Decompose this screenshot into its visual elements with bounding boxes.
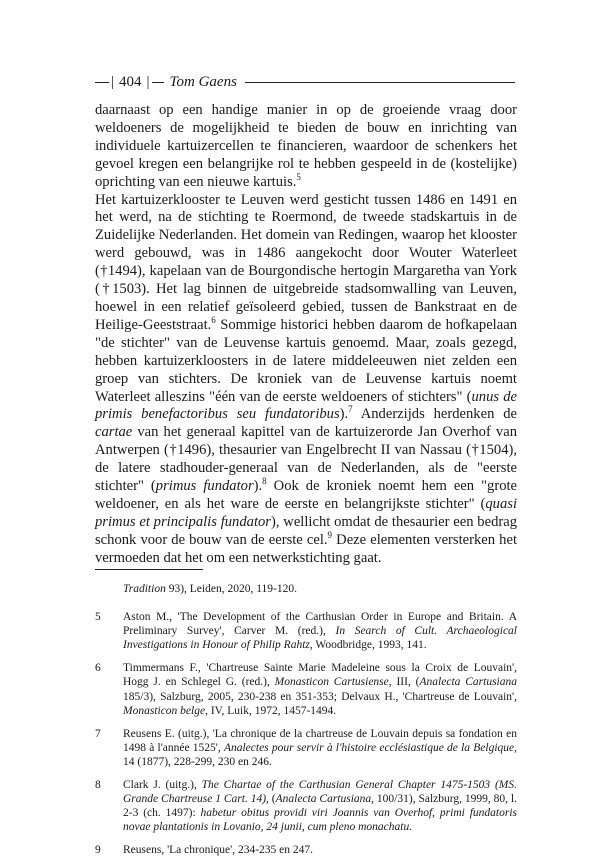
footnote-divider [95, 569, 203, 570]
header-rule-right [245, 82, 515, 83]
footnote-7 [95, 727, 517, 769]
header-separator: | [111, 73, 115, 90]
header-rule-left [95, 82, 109, 83]
footnote-9 [95, 843, 517, 857]
footnote-number: 9 [95, 844, 101, 857]
header-separator: | [146, 73, 150, 90]
footnote-text: Reusens, 'La chronique', 234-235 en 247. [123, 844, 314, 857]
text-run: 93), Leiden, 2020, 119-120. [165, 583, 297, 595]
text-run: ), wellicht omdat de thesaurier een bedrag schonk voor de bouw van de eerste cel. [95, 513, 517, 548]
text-run: Sommige historici hebben daarom de hofkapelaan "de stichter" van de Leuvense kartuis genoemd. Maar, zoals gezegd, hebben kartuizerkloosters in de latere middeleeuwen niet zelden een groep van stichters. De kroniek van de Leuvense kartuis noemt Waterleet alleszins "één van de eerste weldoeners of stichters" ( [95, 316, 517, 405]
footnote-6 [95, 661, 517, 717]
text-run: ). [339, 406, 349, 423]
footnote-continuation [95, 582, 517, 596]
page-number: 404 [119, 73, 142, 90]
text-run: Het kartuizerklooster te Leuven werd gesticht tussen 1486 en 1491 en het werd, na de stichting te Roermond, de tweede stadskartuis in de Zuidelijke Nederlanden. Het domein van Redingen, waarop het klooster werd gebouwd, was in 1486 aangekocht door Wouter Waterleet (†1494), kapelaan van de Bourgondische hertogin Margaretha van York (†1503). Het lag binnen de uitgebreide stadsomwalling van Leuven, hoewel in een relatief geïsoleerd gebied, tussen de Bankstraat en de Heilige-Geeststraat. [95, 191, 517, 333]
footnote-ref[interactable]: 9 [327, 529, 333, 540]
text-run: daarnaast op een handige manier in op de groeiende vraag door weldoeners de mogelijkheid te bieden de bouw en inrichting van individuele kartuizercellen te financieren, waardoor de schenkers het gevoel kregen een belangrijke rol te hebben gespeeld in de (kostelijke) oprichting van een nieuwe kartuis. [95, 102, 517, 190]
footnote-text: Timmermans F., 'Chartreuse Sainte Marie Madeleine sous la Croix de Louvain', Hogg J. en Schlegel G. (red.), Monasticon Cartusiense, III, (Analecta Cartusiana 185/3), Salzburg, 2005, 230-238 en 351-353; Delvaux H., 'Chartreuse de Louvain', Monasticon belge, IV, Luik, 1972, 1457-1494. [123, 662, 517, 717]
footnote-ref[interactable]: 8 [262, 476, 267, 487]
text-run: ). [253, 478, 263, 495]
paragraph [95, 192, 517, 568]
text-run: Tradition [123, 583, 166, 595]
footnote-number: 7 [95, 727, 101, 740]
footnote-number: 5 [95, 611, 101, 624]
footnote-text: Reusens E. (uitg.), 'La chronique de la chartreuse de Louvain depuis sa fondation en 1498 à l'année 1525', Analectes pour servir à l'histoire ecclésiastique de la Belgique, 14 (1877), 228-299, 230 en 246. [123, 727, 517, 768]
footnote-ref[interactable]: 6 [211, 314, 216, 325]
footnote-text: Aston M., 'The Development of the Carthusian Order in Europe and Britain. A Preliminary Survey', Carver M. (red.), In Search of Cult. Archaeological Investigations in Honour of Philip Rahtz, Woodbridge, 1993, 141. [123, 611, 517, 652]
main-text [95, 102, 517, 568]
footnotes [95, 582, 517, 867]
footnote-text: Clark J. (uitg.), The Chartae of the Carthusian General Chapter 1475-1503 (MS. Grande Chartreuse 1 Cart. 14), (Analecta Cartusiana, 100/31), Salzburg, 1999, 80, l. 2-3 (ch. 1497): habetur obitus providi viri Joannis van Overhof, primi fundatoris novae plantationis in Lovanio, 24 junii, cum pleno monachatu. [123, 779, 518, 834]
latin-quote: unus de primis benefactoribus seu fundatoribus [95, 388, 517, 423]
text-run: van het generaal kapittel van de kartuizerorde Jan Overhof van Antwerpen (†1496), thesaurier van Engelbrecht II van Nassau (†1504), de latere stadhouder-generaal van de Nederlanden, als de "eerste stichter" ( [95, 424, 517, 495]
text-run: Ook de kroniek noemt hem een "grote weldoener, en als het ware de eerste en belangrijkste stichter" ( [95, 478, 518, 512]
header-rule-middle [152, 82, 164, 83]
footnote-number: 8 [95, 779, 101, 792]
text-run: Deze elementen versterken het vermoeden dat het om een netwerkstichting gaat. [95, 531, 517, 566]
latin-term: cartae [95, 424, 133, 441]
header-author: Tom Gaens [169, 73, 237, 90]
footnote-5 [95, 610, 517, 652]
latin-quote: quasi primus et principalis fundator [95, 495, 517, 530]
footnote-number: 6 [95, 662, 101, 675]
running-header [95, 70, 515, 94]
latin-quote: primus fundator [155, 478, 254, 495]
paragraph [95, 102, 517, 192]
text-run: Anderzijds herdenken de [352, 406, 517, 423]
footnote-8 [95, 778, 517, 834]
footnote-ref[interactable]: 7 [348, 404, 353, 415]
footnote-ref[interactable]: 5 [296, 171, 301, 182]
